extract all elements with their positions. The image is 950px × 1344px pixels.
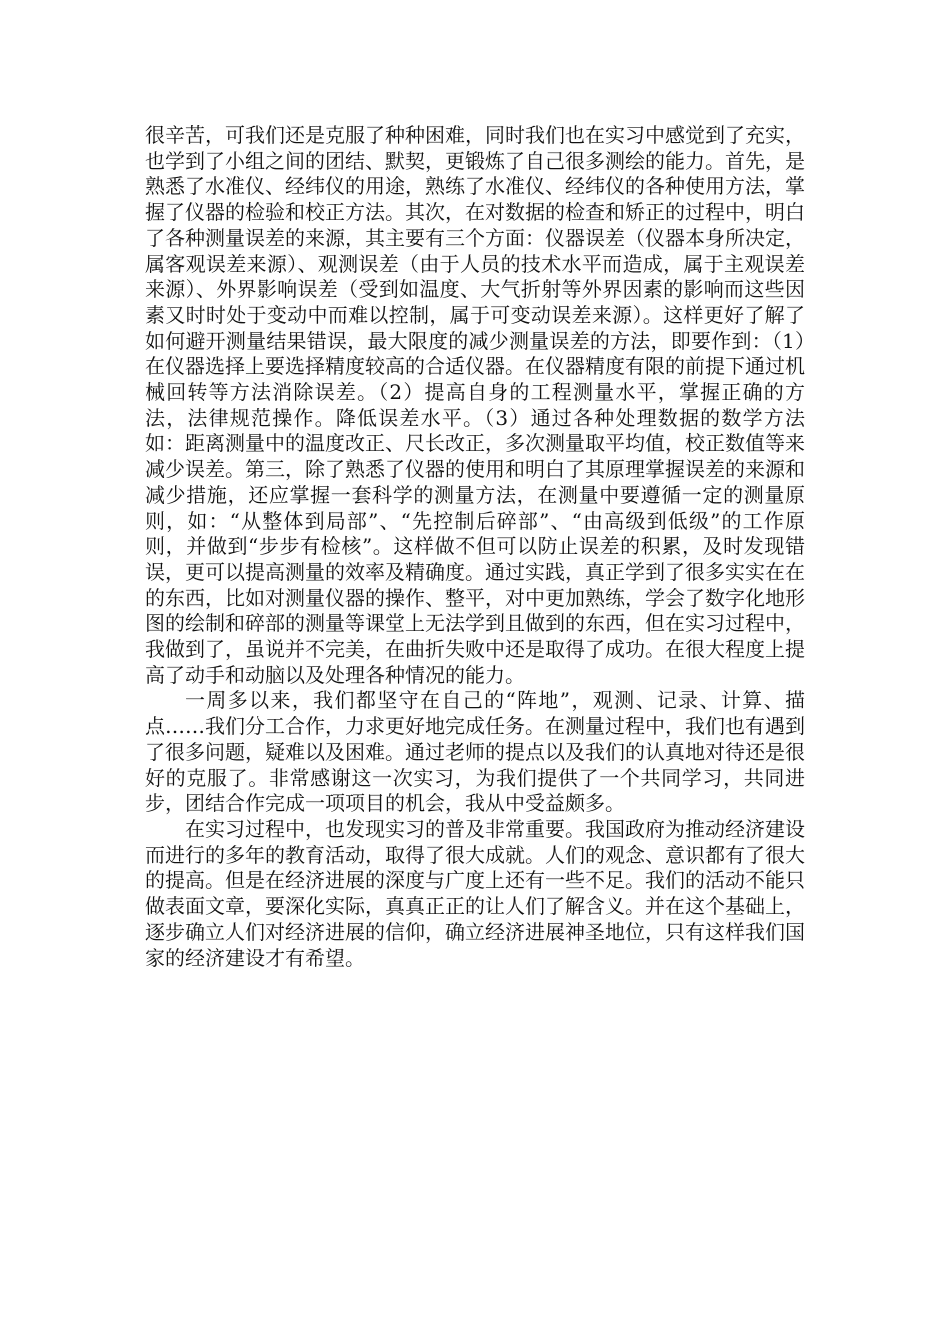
paragraph-1: 很辛苦，可我们还是克服了种种困难，同时我们也在实习中感觉到了充实，也学到了小组之间的团结、默契，更锻炼了自己很多测绘的能力。首先，是熟悉了水准仪、经纬仪的用途，熟练了水准仪、经纬仪的各种使用方法，掌握了仪器的检验和校正方法。其次，在对数据的检查和矫正的过程中，明白了各种测量误差的来源，其主要有三个方面：仪器误差（仪器本身所决定，属客观误差来源）、观测误差（由于人员的技术水平而造成，属于主观误差来源）、外界影响误差（受到如温度、大气折射等外界因素的影响而这些因素又时时处于变动中而难以控制，属于可变动误差来源）。这样更好了解了如何避开测量结果错误，最大限度的减少测量误差的方法，即要作到：（1）在仪器选择上要选择精度较高的合适仪器。在仪器精度有限的前提下通过机械回转等方法消除误差。（2）提高自身的工程测量水平，掌握正确的方法，法律规范操作。降低误差水平。（3）通过各种处理数据的数学方法如：距离测量中的温度改正、尺长改正，多次测量取平均值，校正数值等来减少误差。第三，除了熟悉了仪器的使用和明白了其原理掌握误差的来源和减少措施，还应掌握一套科学的测量方法，在测量中要遵循一定的测量原则，如：“从整体到局部”、“先控制后碎部”、“由高级到低级”的工作原则，并做到“步步有检核”。这样做不但可以防止误差的积累，及时发现错误，更可以提高测量的效率及精确度。通过实践，真正学到了很多实实在在的东西，比如对测量仪器的操作、整平，对中更加熟练，学会了数字化地形图的绘制和碎部的测量等课堂上无法学到且做到的东西，但在实习过程中，我做到了，虽说并不完美，在曲折失败中还是取得了成功。在很大程度上提高了动手和动脑以及处理各种情况的能力。 (145, 123, 805, 687)
paragraph-2: 一周多以来，我们都坚守在自己的“阵地”，观测、记录、计算、描点……我们分工合作，力求更好地完成任务。在测量过程中，我们也有遇到了很多问题，疑难以及困难。通过老师的提点以及我们的认真地对待还是很好的克服了。非常感谢这一次实习，为我们提供了一个共同学习，共同进步，团结合作完成一项项目的机会，我从中受益颇多。 (145, 688, 805, 816)
paragraph-3: 在实习过程中，也发现实习的普及非常重要。我国政府为推动经济建设而进行的多年的教育活动，取得了很大成就。人们的观念、意识都有了很大的提高。但是在经济进展的深度与广度上还有一些不足。我们的活动不能只做表面文章，要深化实际，真真正正的让人们了解含义。并在这个基础上，逐步确立人们对经济进展的信仰，确立经济进展神圣地位，只有这样我们国家的经济建设才有希望。 (145, 816, 805, 970)
body-text (145, 123, 805, 971)
